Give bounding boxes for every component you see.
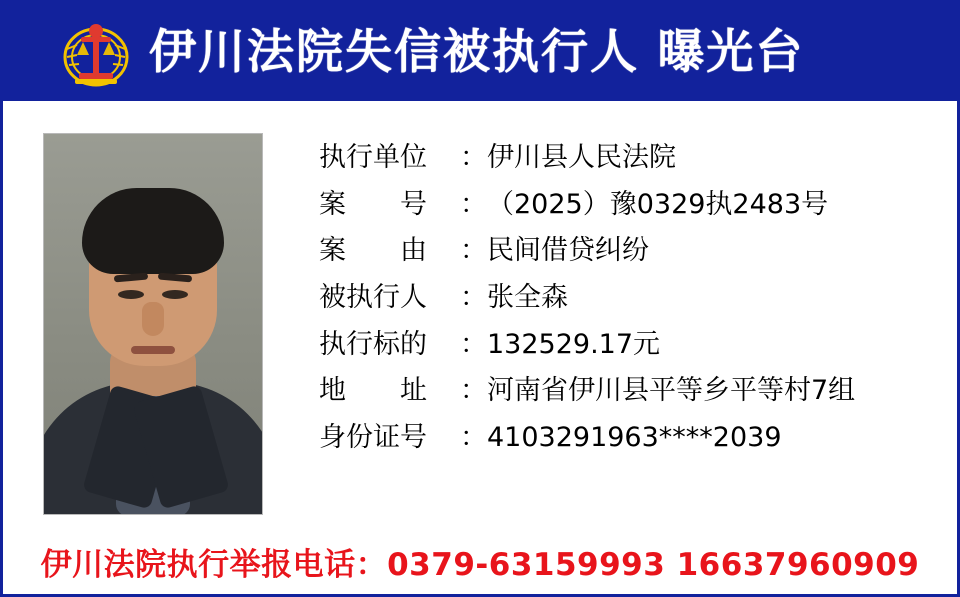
info-label-case-cause: 案 由 ：	[319, 235, 487, 267]
report-hotline-text: 伊川法院执行举报电话：0379-63159993 16637960909	[40, 546, 920, 583]
info-row-unit	[319, 143, 939, 173]
info-label-unit: 执行单位 ：	[319, 142, 487, 173]
info-value-amount: 132529.17元	[487, 328, 661, 360]
page-title: 伊川法院失信被执行人 曝光台	[149, 24, 805, 80]
info-row-person	[319, 283, 939, 313]
info-value-unit: 伊川县人民法院	[487, 142, 676, 173]
info-value-case-number: （2025）豫0329执2483号	[487, 188, 829, 220]
info-row-case-number	[319, 190, 939, 220]
info-row-id-number	[319, 423, 939, 453]
info-value-person: 张全森	[487, 282, 568, 314]
info-value-address: 河南省伊川县平等乡平等村7组	[487, 375, 856, 407]
info-row-address	[319, 376, 939, 406]
photo-column	[3, 107, 303, 597]
poster-body	[3, 107, 957, 597]
info-label-id-number: 身份证号 ：	[319, 422, 487, 454]
info-column	[303, 107, 957, 597]
info-label-person: 被执行人 ：	[319, 282, 487, 314]
info-label-case-number: 案 号 ：	[319, 188, 487, 220]
info-value-id-number: 4103291963****2039	[487, 422, 782, 454]
info-row-amount	[319, 330, 939, 360]
poster-footer	[3, 528, 957, 594]
info-value-case-cause: 民间借贷纠纷	[487, 235, 649, 267]
info-label-address: 地 址 ：	[319, 375, 487, 407]
person-photo	[43, 133, 263, 515]
info-row-case-cause	[319, 236, 939, 266]
china-court-emblem-icon	[57, 13, 135, 91]
info-label-amount: 执行标的 ：	[319, 328, 487, 360]
poster-header	[3, 3, 957, 101]
